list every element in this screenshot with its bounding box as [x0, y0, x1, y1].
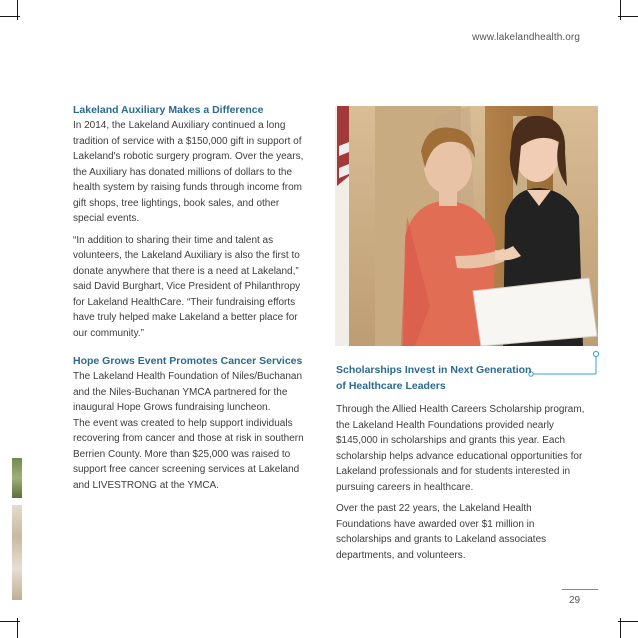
scholarship-heading-block	[336, 363, 586, 394]
scholarship-photo	[335, 106, 598, 346]
page-number: 29	[569, 595, 581, 606]
crop-mark	[618, 16, 638, 17]
crop-mark	[618, 621, 638, 622]
quote-paragraph: “In addition to sharing their time and talent as volunteers, the Lakeland Auxiliary is also the first to donate anywhere that there is a need at Lakeland,” said David Burghart, Vice President of Philanthropy for Lakeland HealthCare. “Their fundraising efforts have truly helped make Lakeland a better place for our community.”	[73, 234, 301, 339]
section-heading-scholarships-line2: of Healthcare Leaders	[336, 380, 446, 392]
paragraph: Over the past 22 years, the Lakeland Health Foundations have awarded over $1 million in scholarships and grants to Lakeland associates departments, and volunteers.	[336, 503, 547, 561]
section-heading-scholarships: Scholarships Invest in Next Generation	[336, 364, 532, 376]
right-column	[336, 363, 586, 569]
paragraph: In 2014, the Lakeland Auxiliary continued a long tradition of service with a $150,000 gift in support of Lakeland's robotic surgery program. Over the years, the Auxiliary has donated millions of dollars to the health system by raising funds through income from gift shops, tree lightings, book sales, and other special events.	[73, 120, 304, 224]
edge-photo-strip	[12, 458, 22, 498]
paragraph: The Lakeland Health Foundation of Niles/Buchanan and the Niles-Buchanan YMCA partnered for the inaugural Hope Grows fundraising luncheon.	[73, 371, 303, 413]
crop-mark	[17, 618, 18, 638]
paragraph: The event was created to help support individuals recovering from cancer and those at risk in southern Berrien County. More than $25,000 was raised to support free cancer screening services at Lakeland and LIVESTRONG at the YMCA.	[73, 417, 304, 491]
left-column	[73, 103, 313, 499]
website-url: www.lakelandhealth.org	[472, 32, 580, 43]
edge-photo-strip	[12, 505, 22, 600]
crop-mark	[17, 0, 18, 20]
section-heading-auxiliary: Lakeland Auxiliary Makes a Difference	[73, 104, 264, 116]
section-heading-hope-grows: Hope Grows Event Promotes Cancer Services	[73, 355, 303, 367]
footer-rule	[562, 589, 598, 590]
paragraph: Through the Allied Health Careers Scholarship program, the Lakeland Health Foundations provided nearly $145,000 in scholarships and grants this year. Each scholarship helps advance educational opportunities for Lakeland professionals and for students interested in pursuing careers in healthcare.	[336, 404, 585, 493]
crop-mark	[620, 618, 621, 638]
crop-mark	[620, 0, 621, 20]
